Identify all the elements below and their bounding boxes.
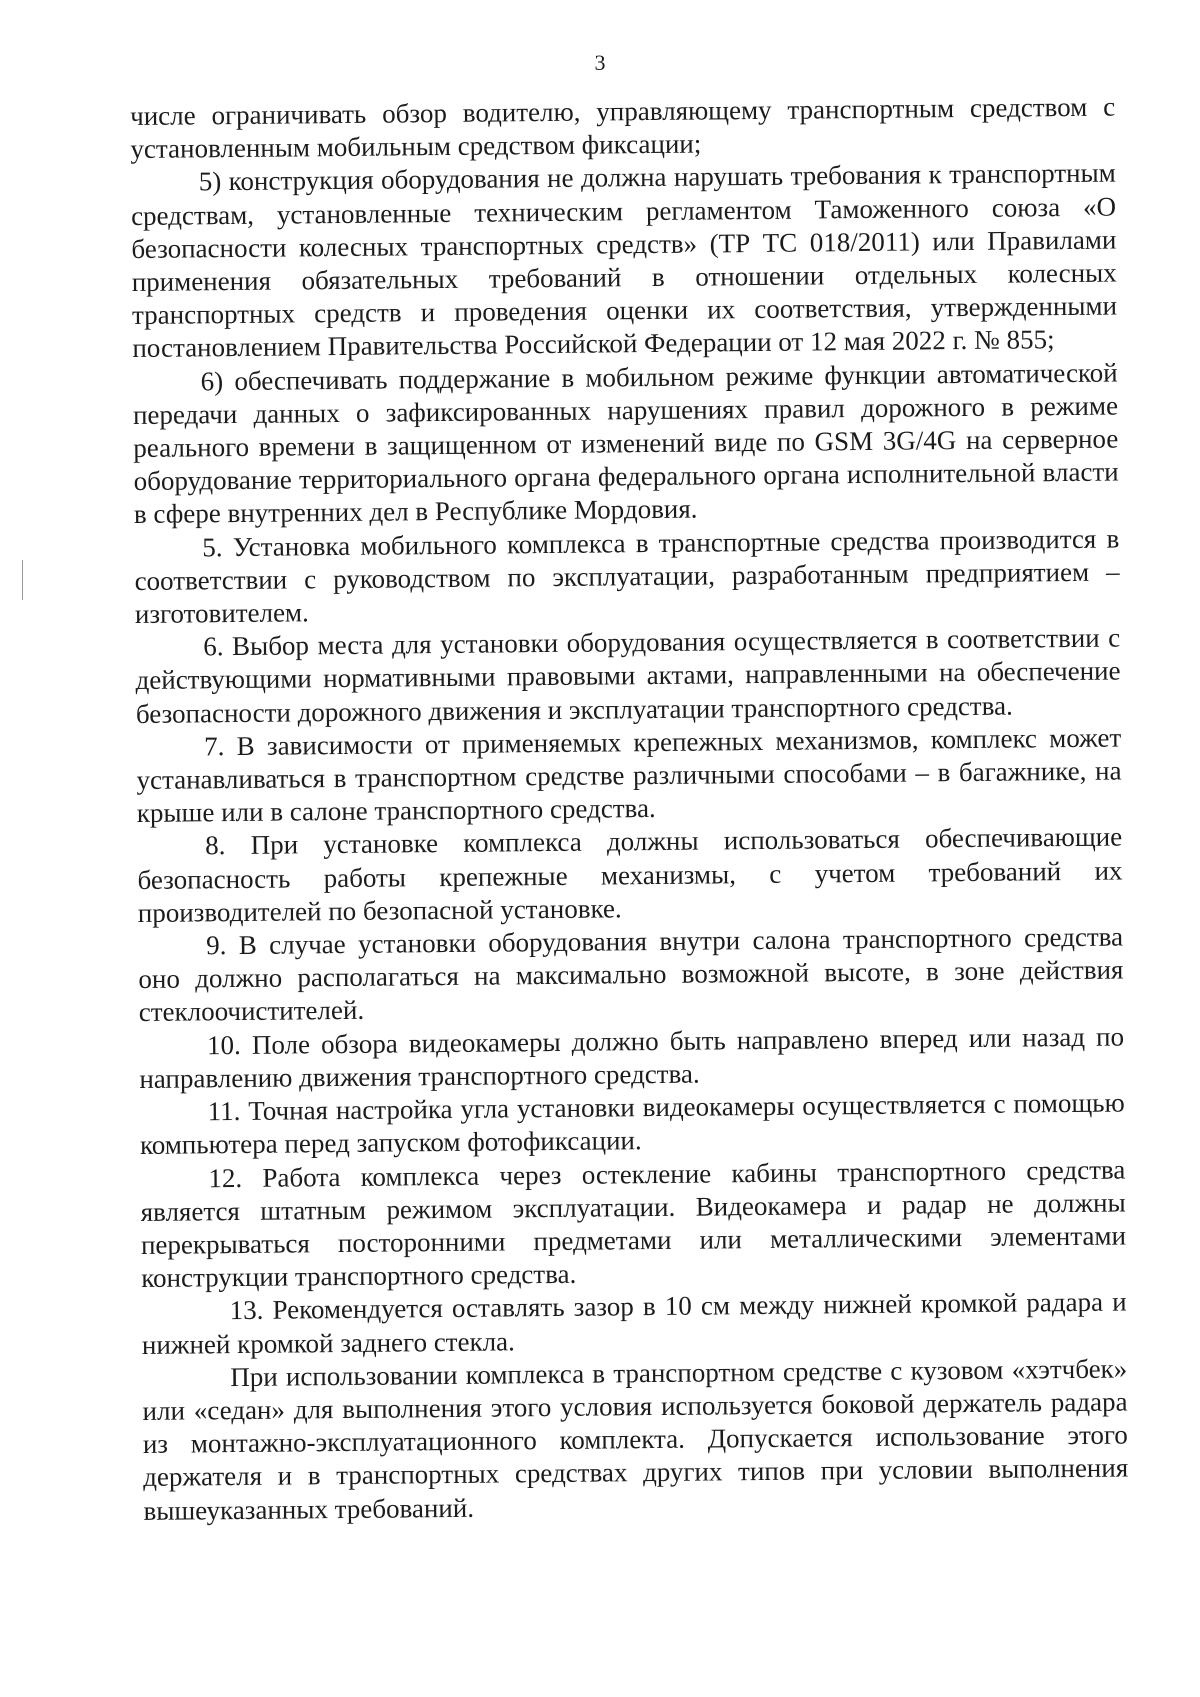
paragraph-hatchback-sedan: При использовании комплекса в транспортном средстве с кузовом «хэтчбек» или «седан» для выполнения этого условия используется боковой держатель радара из монтажно-эксплуатационного комплекта. Допускается использование этого держателя и в транспортных средствах других типов при условии выполнения вышеуказанных требований. bbox=[142, 1353, 1129, 1526]
paragraph-6-placement: 6. Выбор места для установки оборудования осуществляется в соответствии с действующими нормативными правовыми актами, направленными на обеспечение безопасности дорожного движения и эксплуатации транспортного средства. bbox=[135, 622, 1121, 729]
paragraph-7-mounting: 7. В зависимости от применяемых крепежных механизмов, комплекс может устанавливаться в транспортном средстве различными способами – в багажнике, на крыше или в салоне транспортного средства. bbox=[136, 722, 1122, 829]
paragraph-8-fasteners: 8. При установке комплекса должны использоваться обеспечивающие безопасность работы крепежные механизмы, с учетом требований их производителей по безопасной установке. bbox=[137, 821, 1123, 928]
paragraph-10-field-of-view: 10. Поле обзора видеокамеры должно быть направлено вперед или назад по направлению движения транспортного средства. bbox=[139, 1021, 1125, 1094]
paragraph-13-gap: 13. Рекомендуется оставлять зазор в 10 см между нижней кромкой радара и нижней кромкой заднего стекла. bbox=[141, 1286, 1127, 1360]
scan-margin-mark bbox=[22, 560, 23, 600]
paragraph-5-installation: 5. Установка мобильного комплекса в транспортные средства производится в соответствии с руководством по эксплуатации, разработанным предприятием – изготовителем. bbox=[134, 523, 1120, 630]
paragraph-continuation: числе ограничивать обзор водителю, управляющему транспортным средством с установленным мобильным средством фиксации; bbox=[130, 91, 1116, 165]
paragraph-9-cabin: 9. В случае установки оборудования внутри салона транспортного средства оно должно располагаться на максимально возможной высоте, в зоне действия стеклоочистителей. bbox=[138, 921, 1124, 1028]
page-number: 3 bbox=[594, 50, 606, 75]
paragraph-11-angle-setup: 11. Точная настройка угла установки видеокамеры осуществляется с помощью компьютера перед запуском фотофиксации. bbox=[139, 1087, 1125, 1161]
document-body bbox=[130, 91, 1129, 1528]
paragraph-item-5-construction: 5) конструкция оборудования не должна нарушать требования к транспортным средствам, установленные техническим регламентом Таможенного союза «О безопасности колесных транспортных средств» (ТР ТС 018/2011) или Правилами применения обязательных требований в отношении отдельных колесных транспортных средств и проведения оценки их соответствия, утвержденными постановлением Правительства Российской Федерации от 12 мая 2022 г. № 855; bbox=[130, 157, 1118, 364]
paragraph-item-6-data-transfer: 6) обеспечивать поддержание в мобильном режиме функции автоматической передачи данных о зафиксированных нарушениях правил дорожного в режиме реального времени в защищенном от изменений виде по GSM 3G/4G на серверное оборудование территориального органа федерального органа исполнительной власти в сфере внутренних дел в Республике Мордовия. bbox=[132, 357, 1119, 530]
paragraph-12-glazing: 12. Работа комплекса через остекление кабины транспортного средства является штатным режимом эксплуатации. Видеокамера и радар не должны перекрываться посторонними предметами или металлическими элементами конструкции транспортного средства. bbox=[140, 1153, 1127, 1294]
